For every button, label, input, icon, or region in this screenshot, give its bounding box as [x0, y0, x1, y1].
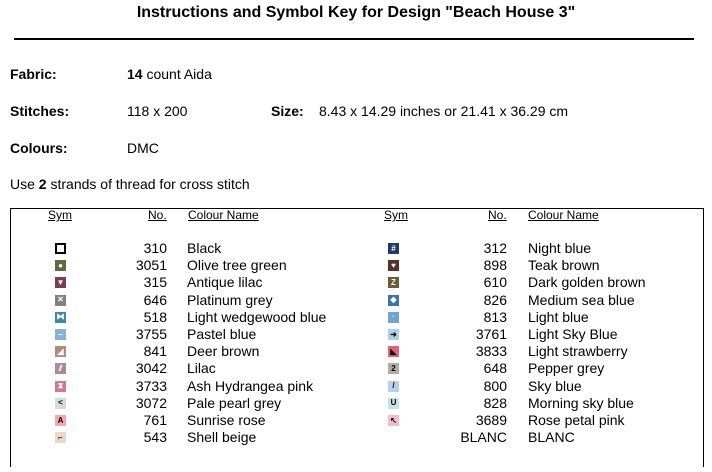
colour-number: 800	[483, 377, 507, 394]
key-row	[0, 343, 712, 360]
colour-number: 610	[483, 274, 507, 291]
colour-number: 3689	[475, 412, 507, 428]
colour-number: 646	[143, 291, 167, 308]
diamond-icon: ◆	[388, 295, 399, 306]
colour-number: 841	[143, 343, 167, 360]
key-row	[0, 378, 712, 395]
key-row	[0, 429, 712, 446]
left-no-header: No.	[148, 208, 167, 222]
letter-z-icon: Z	[388, 277, 399, 288]
stitches-label: Stitches:	[10, 103, 70, 119]
hatch-icon: ⫽	[55, 363, 66, 374]
left-sym-header: Sym	[48, 208, 72, 222]
triangle-icon: ◣	[388, 346, 399, 357]
hourglass-icon: ⧗	[55, 381, 66, 392]
key-row	[0, 395, 712, 412]
fabric-label: Fabric:	[10, 66, 57, 82]
colour-name: Ash Hydrangea pink	[187, 377, 314, 394]
colour-number: 761	[143, 412, 167, 428]
dash-icon: –	[55, 329, 66, 340]
letter-u-icon: U	[388, 398, 399, 409]
colour-number: 3733	[135, 377, 167, 394]
colour-name: BLANC	[528, 429, 575, 446]
size-value: 8.43 x 14.29 inches or 21.41 x 36.29 cm	[319, 103, 569, 119]
title-divider	[14, 38, 694, 40]
colour-number: 3761	[475, 326, 507, 342]
fabric-count: 14	[127, 66, 143, 82]
page-title: Instructions and Symbol Key for Design "Beach House 3"	[136, 4, 576, 21]
colour-number: BLANC	[460, 429, 507, 446]
colour-number: 543	[143, 429, 167, 446]
colour-name: Rose petal pink	[528, 412, 625, 428]
key-row	[0, 412, 712, 429]
right-name-header: Colour Name	[528, 208, 599, 222]
colour-name: Light blue	[528, 308, 589, 325]
key-row	[0, 292, 712, 309]
colour-name: Dark golden brown	[528, 274, 646, 291]
colour-number: 3051	[135, 257, 167, 274]
left-name-header: Colour Name	[188, 208, 259, 222]
right-sym-header: Sym	[384, 208, 408, 222]
fabric-value	[127, 66, 212, 82]
colour-name: Sunrise rose	[187, 412, 266, 428]
colour-number: 312	[483, 240, 507, 256]
colour-name: Night blue	[528, 240, 592, 256]
dot-icon: ●	[55, 260, 66, 271]
key-row	[0, 326, 712, 343]
colour-number: 3072	[135, 394, 167, 411]
key-row	[0, 240, 712, 257]
stitches-value: 118 x 200	[127, 103, 188, 119]
key-row	[0, 274, 712, 291]
colour-number: 315	[143, 274, 167, 291]
colour-number: 3833	[475, 343, 507, 360]
fabric-type: count Aida	[146, 66, 212, 82]
colour-name: Sky blue	[528, 377, 582, 394]
colour-name: Morning sky blue	[528, 394, 634, 411]
colour-name: Light wedgewood blue	[187, 308, 327, 325]
colour-name: Light strawberry	[528, 343, 628, 360]
thread-note	[10, 176, 250, 192]
key-row	[0, 257, 712, 274]
colour-number: 310	[143, 240, 167, 256]
arrow-icon: ➜	[388, 329, 399, 340]
strand-count: 2	[38, 176, 47, 192]
note-prefix: Use	[10, 176, 35, 192]
key-row	[0, 309, 712, 326]
colour-name: Pale pearl grey	[187, 394, 282, 411]
colour-number: 828	[483, 394, 507, 411]
corner-bracket-icon: ⌐	[55, 432, 66, 443]
hash-icon: #	[388, 243, 399, 254]
colour-number: 518	[143, 308, 167, 325]
colour-name: Teak brown	[528, 257, 600, 274]
blank-swatch-icon	[388, 432, 399, 443]
colour-name: Platinum grey	[187, 291, 273, 308]
bowtie-icon: ⧓	[56, 312, 65, 322]
corner-triangle-icon: ◢	[55, 346, 66, 357]
colour-number: 3042	[135, 360, 167, 377]
colours-label: Colours:	[10, 140, 68, 156]
note-suffix: strands of thread for cross stitch	[50, 176, 250, 192]
colour-name: Olive tree green	[187, 257, 287, 274]
colour-name: Light Sky Blue	[528, 326, 618, 342]
diagonal-arrow-icon: ↖	[388, 415, 399, 426]
letter-a-icon: A	[55, 415, 66, 426]
cross-icon: ✕	[55, 295, 66, 306]
colour-name: Medium sea blue	[528, 291, 635, 308]
colour-name: Lilac	[187, 360, 216, 377]
colour-number: 3755	[135, 326, 167, 342]
colour-number: 648	[483, 360, 507, 377]
colour-number: 826	[483, 291, 507, 308]
colour-number: 898	[483, 257, 507, 274]
slash-icon: /	[388, 381, 399, 392]
less-than-icon: <	[55, 398, 66, 409]
colours-value: DMC	[127, 140, 159, 156]
down-triangle-icon: ▼	[56, 277, 65, 287]
digit-two-icon: 2	[388, 363, 399, 374]
key-row	[0, 360, 712, 377]
colour-name: Black	[187, 240, 222, 256]
heart-icon: ♥	[388, 260, 399, 271]
colour-number: 813	[483, 308, 507, 325]
colour-name: Antique lilac	[187, 274, 263, 291]
small-dot-icon: ·	[388, 312, 399, 323]
colour-name: Shell beige	[187, 429, 257, 446]
colour-name: Deer brown	[187, 343, 260, 360]
colour-name: Pepper grey	[528, 360, 605, 377]
size-label: Size:	[271, 103, 304, 119]
colour-name: Pastel blue	[187, 326, 257, 342]
right-no-header: No.	[488, 208, 507, 222]
